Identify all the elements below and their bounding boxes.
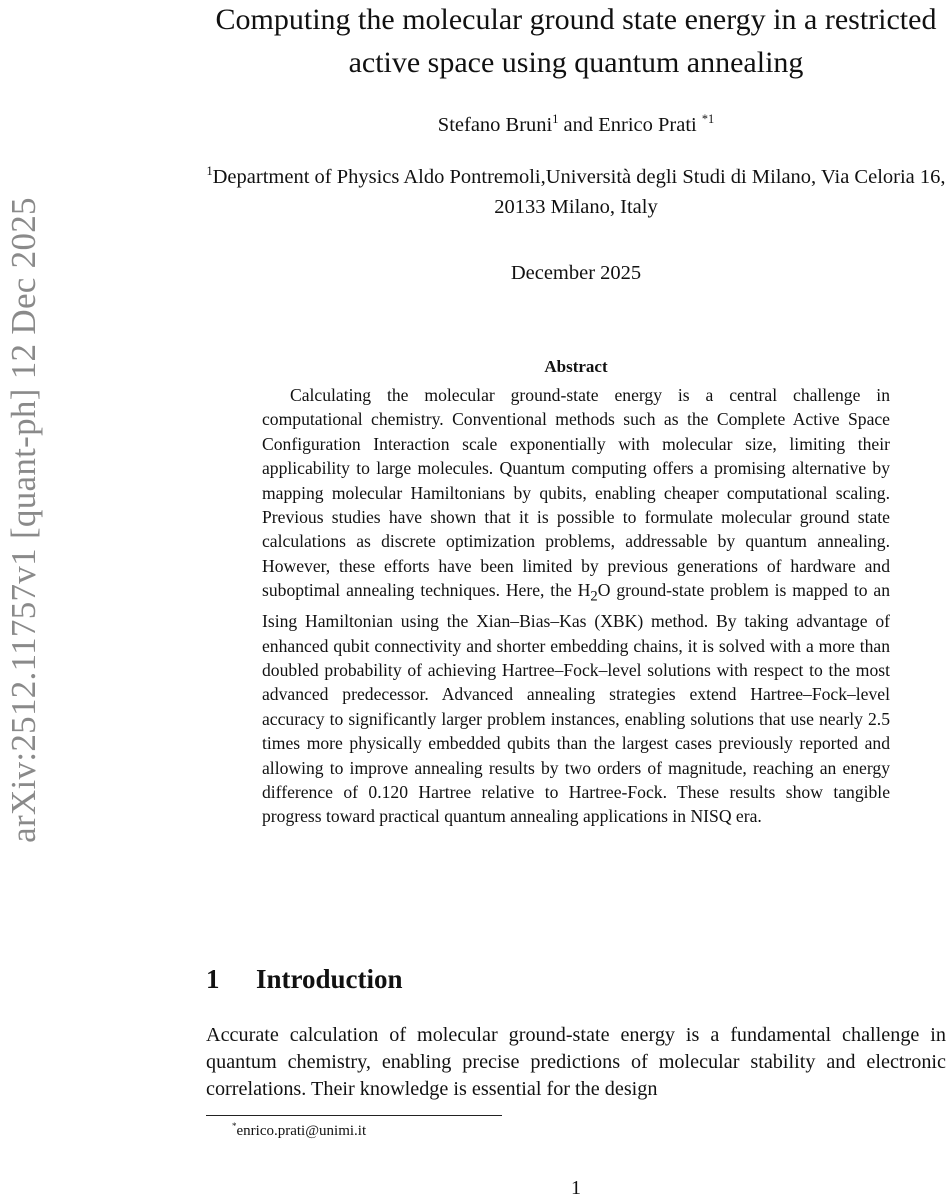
affiliation-marker: *1 bbox=[701, 112, 715, 127]
author-line bbox=[206, 111, 946, 139]
section-number: 1 bbox=[206, 964, 220, 994]
abstract-text-part: ground-state problem is mapped to an Ising Hamiltonian using the Xian–Bias–Kas (XBK) method. By taking advantage of enhanced qubit connectivity and shorter embedding chains, it is solved with a more than doubled probability of achieving Hartree–Fock–level solutions with respect to the most advanced predecessor. Advanced annealing strategies extend Hartree–Fock–level accuracy to significantly larger problem instances, enabling solutions that use nearly 2.5 times more physically embedded qubits than the largest cases previously reported and allowing to improve annealing results by two orders of magnitude, reaching an energy difference of 0.120 Hartree relative to Hartree-Fock. These results show tangible progress toward practical quantum annealing applications in NISQ era. bbox=[262, 580, 891, 827]
page-number: 1 bbox=[571, 1177, 581, 1199]
footnote-divider bbox=[206, 1115, 502, 1116]
affiliation bbox=[206, 162, 946, 222]
abstract-heading: Abstract bbox=[544, 357, 608, 376]
footnote-marker: * bbox=[232, 1121, 237, 1131]
affiliation-marker: 1 bbox=[206, 164, 213, 179]
arxiv-identifier-stamp[interactable]: arXiv:2512.11757v1 [quant-ph] 12 Dec 2025 bbox=[4, 197, 43, 843]
footnote bbox=[232, 1121, 366, 1141]
abstract-text bbox=[262, 383, 890, 829]
section-title: Introduction bbox=[256, 964, 403, 994]
affiliation-text: Department of Physics Aldo Pontremoli,Università degli Studi di Milano, Via Celoria 16, 20133 Milano, Italy bbox=[212, 166, 946, 218]
author-connector: and bbox=[558, 114, 599, 136]
author-name: Stefano Bruni bbox=[437, 114, 553, 136]
chemical-formula: $H_2O$ bbox=[577, 580, 611, 605]
author-name: Enrico Prati bbox=[598, 114, 697, 136]
introduction-text: Accurate calculation of molecular ground-state energy is a fundamental challenge in quantum chemistry, enabling precise predictions of molecular stability and electronic correlations. Their knowledge is essential for the design bbox=[206, 1024, 946, 1100]
publication-date: December 2025 bbox=[510, 262, 642, 284]
section-heading bbox=[206, 964, 403, 995]
paper-title: Computing the molecular ground state energy in a restricted active space using quantum annealing bbox=[215, 3, 937, 79]
affiliation-marker: 1 bbox=[552, 112, 559, 127]
corresponding-email[interactable]: enrico.prati@unimi.it bbox=[236, 1123, 367, 1139]
abstract-text-part: Calculating the molecular ground-state energy is a central challenge in computational chemistry. Conventional methods such as the Complete Active Space Configuration Interaction scale exponentially with molecular size, limiting their applicability to large molecules. Quantum computing offers a promising alternative by mapping molecular Hamiltonians by qubits, enabling cheaper computational scaling. Previous studies have shown that it is possible to formulate molecular ground state calculations as discrete optimization problems, addressable by quantum annealing. However, these efforts have been limited by previous generations of hardware and suboptimal annealing techniques. Here, the bbox=[262, 385, 890, 601]
